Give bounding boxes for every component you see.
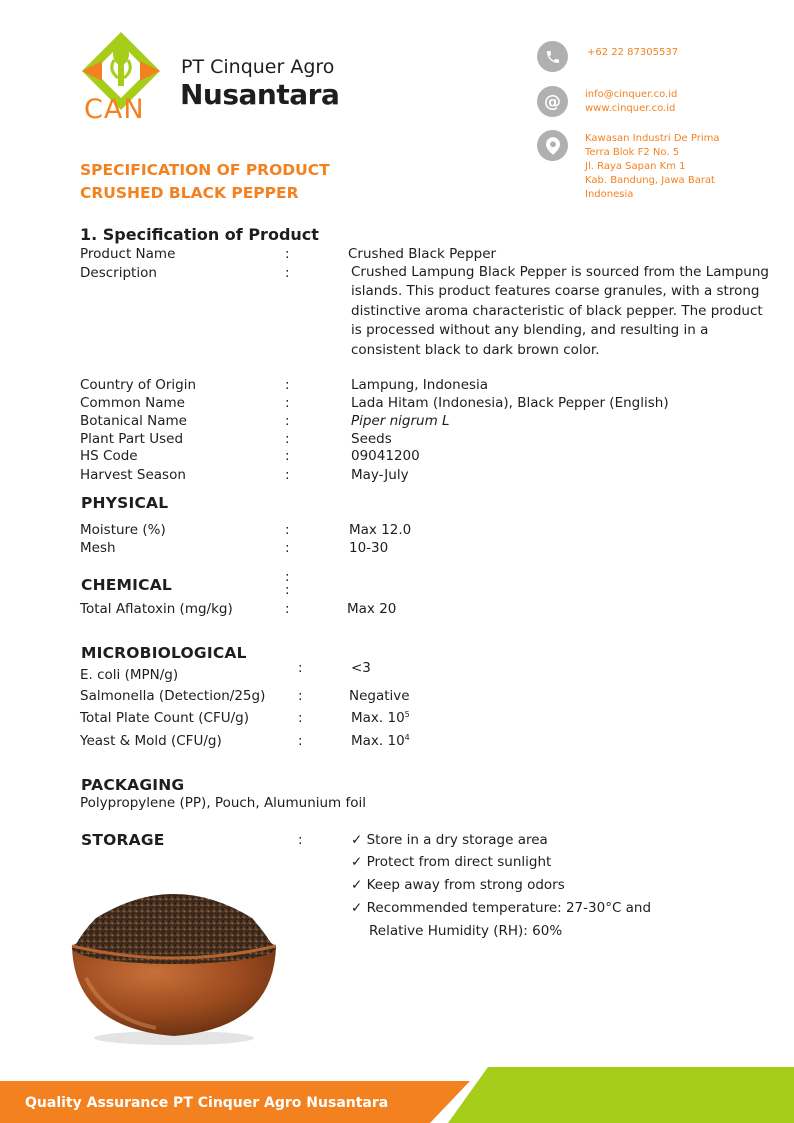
address-line: Kawasan Industri De Prima: [585, 133, 720, 144]
colon: :: [298, 832, 303, 848]
mesh-label: Mesh: [80, 540, 116, 556]
ecoli-label: E. coli (MPN/g): [80, 667, 179, 683]
check-icon: ✓: [351, 854, 363, 870]
colon: :: [298, 688, 303, 704]
mesh-value: 10-30: [349, 540, 389, 556]
colon: :: [298, 733, 303, 749]
at-sign-icon: @: [537, 86, 568, 117]
hs-code-label: HS Code: [80, 448, 138, 464]
website-link[interactable]: www.cinquer.co.id: [585, 103, 676, 114]
location-pin-icon: [537, 130, 568, 161]
storage-item-continuation: Relative Humidity (RH): 60%: [369, 923, 563, 939]
colon: :: [285, 377, 290, 393]
footer-text: Quality Assurance PT Cinquer Agro Nusantara: [25, 1095, 389, 1111]
common-name-value: Lada Hitam (Indonesia), Black Pepper (English): [351, 395, 669, 411]
microbiological-heading: MICROBIOLOGICAL: [81, 644, 247, 662]
country-origin-label: Country of Origin: [80, 377, 197, 393]
colon: :: [285, 448, 290, 464]
check-icon: ✓: [351, 900, 363, 916]
common-name-label: Common Name: [80, 395, 185, 411]
colon: :: [285, 431, 290, 447]
product-name-label: Product Name: [80, 246, 176, 262]
pepper-bowl-image: [66, 878, 282, 1048]
colon: :: [285, 601, 290, 617]
product-name-value: Crushed Black Pepper: [348, 246, 497, 262]
email-link[interactable]: info@cinquer.co.id: [585, 89, 678, 100]
storage-heading: STORAGE: [81, 831, 165, 849]
check-icon: ✓: [351, 832, 363, 848]
colon: :: [298, 710, 303, 726]
footer-green-band: [448, 1067, 794, 1123]
country-origin-value: Lampung, Indonesia: [351, 377, 489, 393]
colon: :: [285, 246, 290, 262]
storage-item: ✓ Recommended temperature: 27-30°C and: [351, 900, 652, 916]
colon: :: [298, 660, 303, 676]
storage-item: ✓ Store in a dry storage area: [351, 832, 548, 848]
storage-item: ✓ Protect from direct sunlight: [351, 854, 552, 870]
description-value: Crushed Lampung Black Pepper is sourced from the Lampung islands. This product features coarse granules, with a strong distinctive aroma characteristic of black pepper. The product is processed without any blending, and resulting in a consistent black to dark brown color.: [351, 264, 769, 358]
doc-title-line1: SPECIFICATION OF PRODUCT: [80, 161, 330, 179]
colon: :: [285, 522, 290, 538]
phone-icon: [537, 41, 568, 72]
company-name-line1: PT Cinquer Agro: [181, 56, 335, 78]
chemical-heading: CHEMICAL: [81, 576, 172, 594]
colon: :: [285, 582, 290, 598]
ecoli-value: <3: [351, 660, 371, 676]
plant-part-label: Plant Part Used: [80, 431, 184, 447]
plant-part-value: Seeds: [351, 431, 392, 447]
botanical-name-value: Piper nigrum L: [351, 413, 450, 429]
yeast-mold-value: Max. $10^4$: [351, 733, 410, 749]
physical-heading: PHYSICAL: [81, 494, 169, 512]
address-line: Kab. Bandung, Jawa Barat: [585, 175, 715, 186]
yeast-mold-exponent: 4: [404, 733, 410, 742]
spec-heading: 1. Specification of Product: [80, 225, 319, 244]
description-label: Description: [80, 265, 157, 281]
colon: :: [285, 395, 290, 411]
address-line: Terra Blok F2 No. 5: [585, 147, 680, 158]
moisture-label: Moisture (%): [80, 522, 166, 538]
packaging-value: Polypropylene (PP), Pouch, Alumunium foil: [80, 795, 367, 811]
company-name-line2: Nusantara: [180, 78, 340, 111]
aflatoxin-label: Total Aflatoxin (mg/kg): [80, 601, 233, 617]
salmonella-label: Salmonella (Detection/25g): [80, 688, 266, 704]
address-line: Indonesia: [585, 189, 634, 200]
doc-title-line2: CRUSHED BLACK PEPPER: [80, 184, 299, 202]
plate-count-label: Total Plate Count (CFU/g): [80, 710, 249, 726]
colon: :: [285, 540, 290, 556]
botanical-name-label: Botanical Name: [80, 413, 187, 429]
yeast-mold-label: Yeast & Mold (CFU/g): [80, 733, 222, 749]
aflatoxin-value: Max 20: [347, 601, 397, 617]
hs-code-value: 09041200: [351, 448, 420, 464]
colon: :: [285, 467, 290, 483]
plate-count-value: Max. $10^5$: [351, 710, 410, 726]
plate-count-exponent: 5: [404, 710, 410, 719]
colon: :: [285, 265, 290, 281]
moisture-value: Max 12.0: [349, 522, 412, 538]
check-icon: ✓: [351, 877, 363, 893]
packaging-heading: PACKAGING: [81, 776, 185, 794]
salmonella-value: Negative: [349, 688, 410, 704]
harvest-season-value: May-July: [351, 467, 409, 483]
phone-number: +62 22 87305537: [587, 47, 679, 58]
colon: :: [285, 569, 290, 585]
colon: :: [285, 413, 290, 429]
storage-item: ✓ Keep away from strong odors: [351, 877, 565, 893]
logo-text: CAN: [84, 94, 145, 125]
harvest-season-label: Harvest Season: [80, 467, 186, 483]
address-line: Jl. Raya Sapan Km 1: [585, 161, 686, 172]
